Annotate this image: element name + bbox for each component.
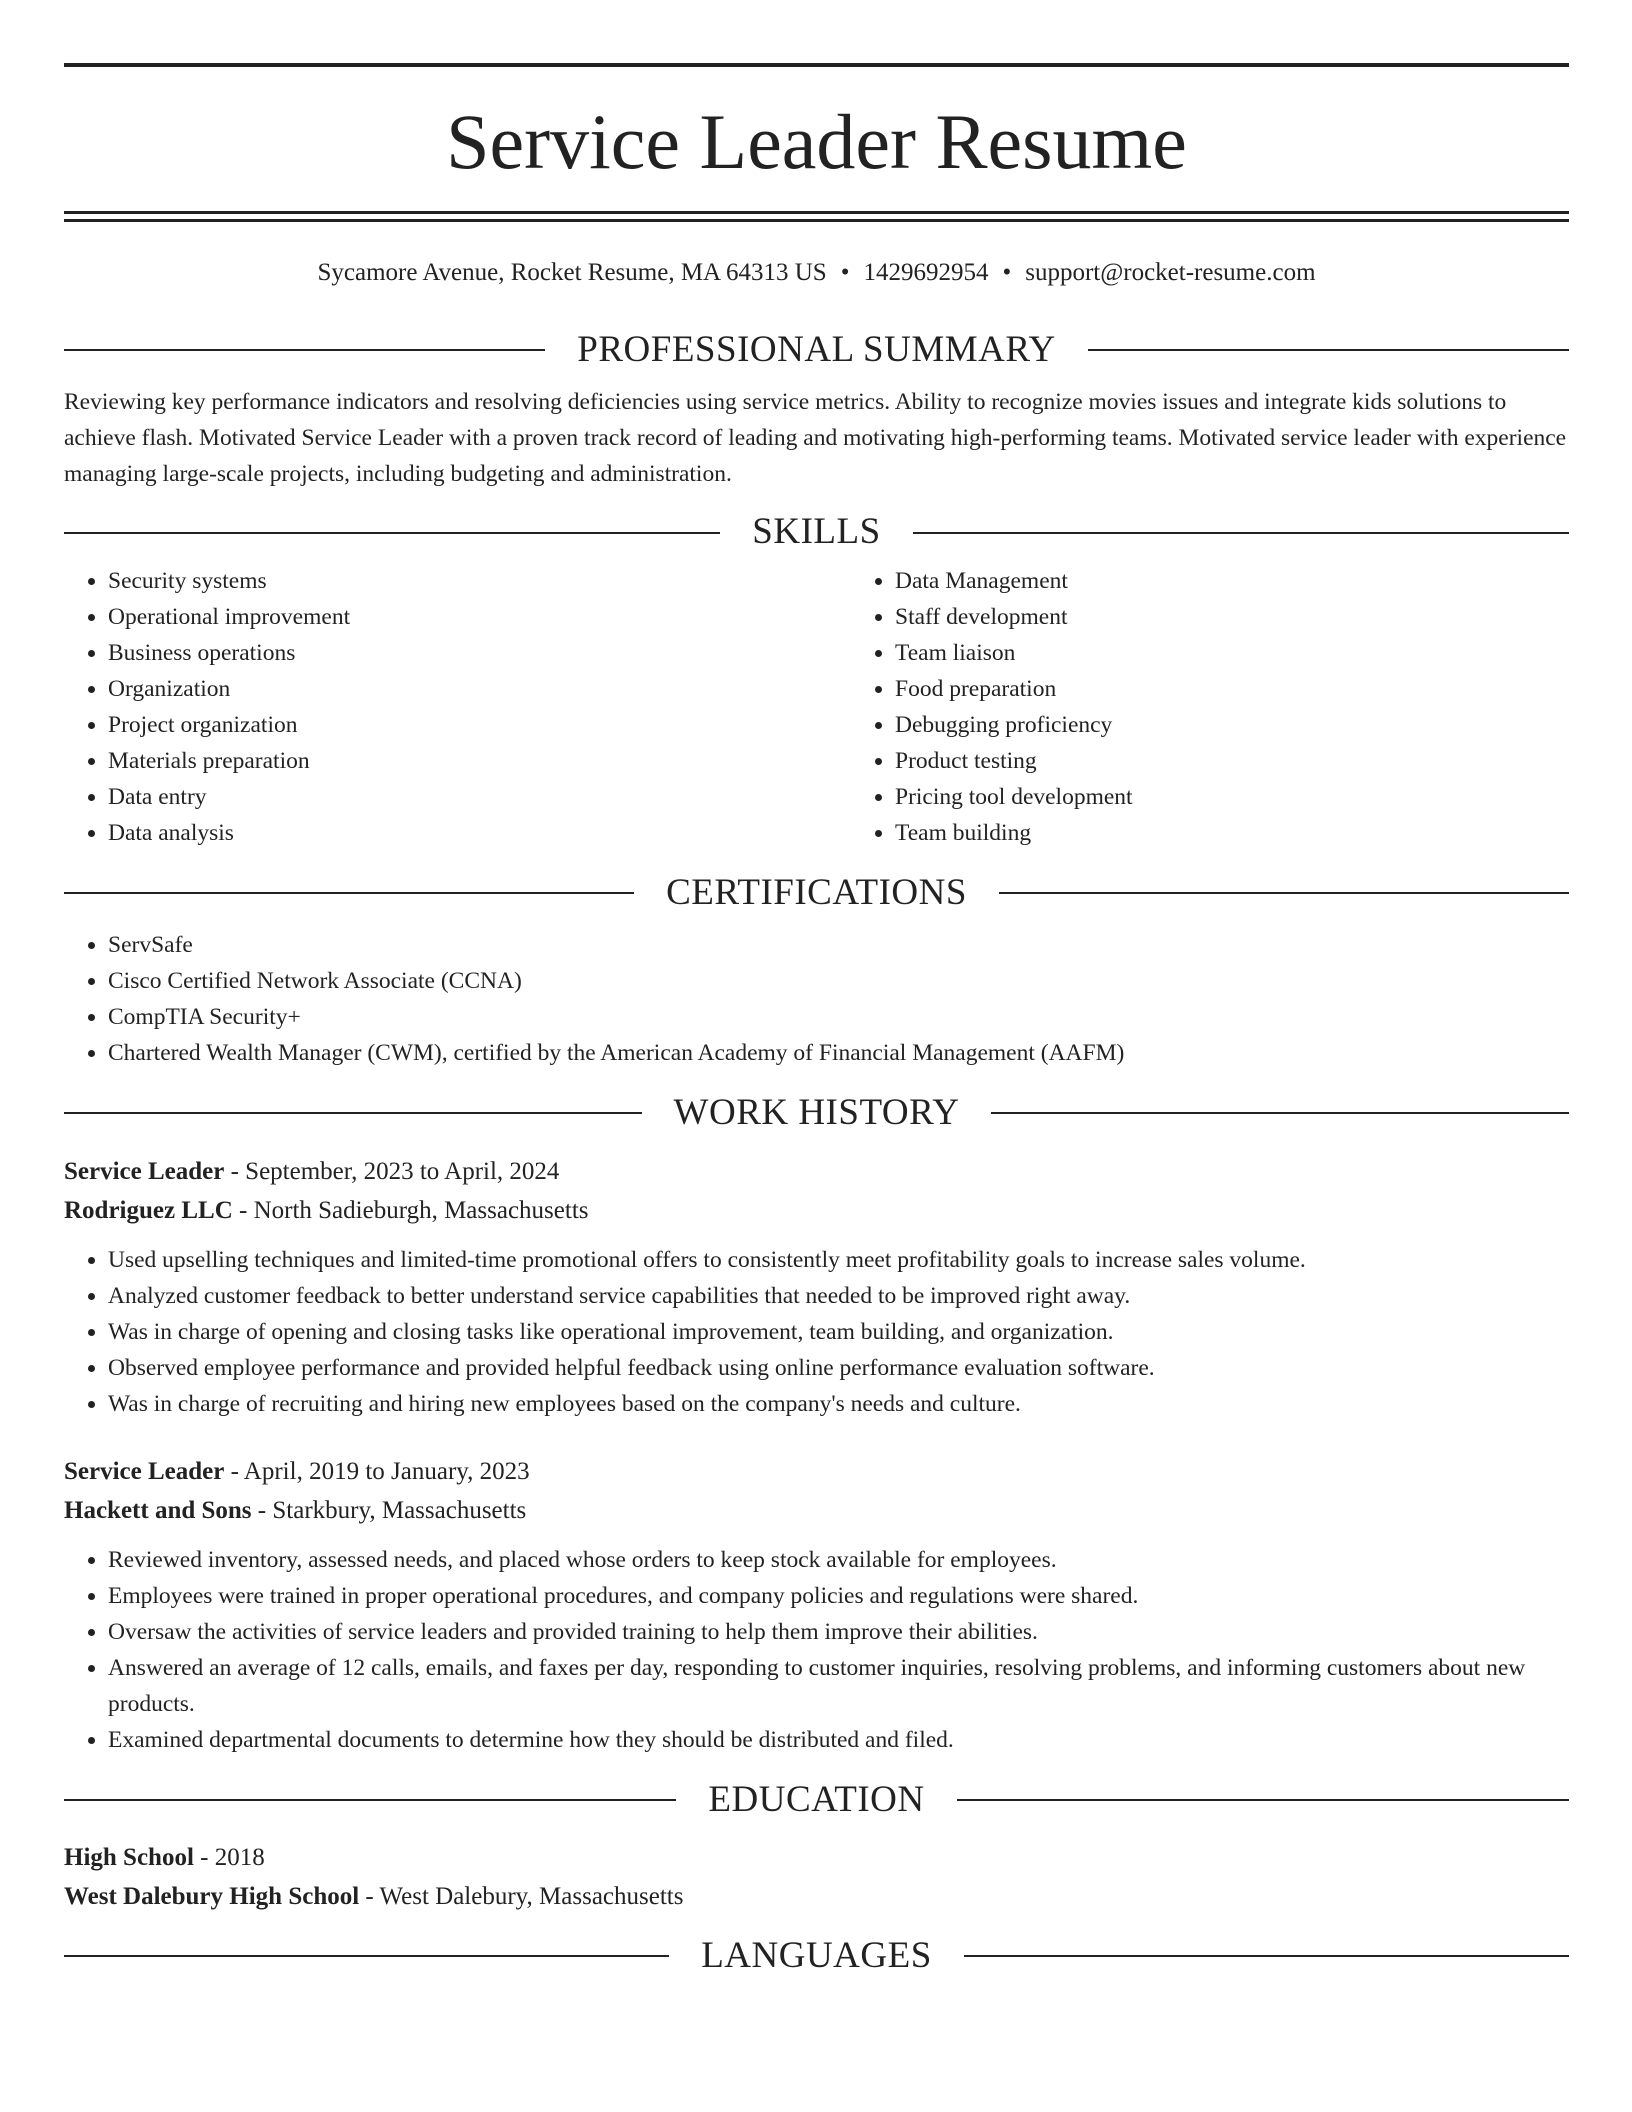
- job-bullet: • Observed employee performance and provided helpful feedback using online performance evaluation software.: [108, 1350, 1569, 1386]
- heading-rule-right: [964, 1955, 1569, 1957]
- certification-item: • Chartered Wealth Manager (CWM), certified by the American Academy of Financial Management (AAFM): [108, 1035, 1569, 1071]
- job-company: Hackett and Sons: [64, 1496, 252, 1524]
- top-rule: [64, 63, 1569, 67]
- skill-item: • Data analysis: [108, 815, 851, 851]
- contact-phone: 1429692954: [863, 259, 989, 286]
- skill-item: • Product testing: [895, 743, 1632, 779]
- job-bullet: • Employees were trained in proper operational procedures, and company policies and regulations were shared.: [108, 1578, 1569, 1614]
- contact-separator: •: [840, 259, 850, 286]
- heading-rule-right: [991, 1112, 1569, 1114]
- skill-item: • Data Management: [895, 563, 1632, 599]
- certifications-heading-label: CERTIFICATIONS: [666, 871, 967, 913]
- certification-item: • Cisco Certified Network Associate (CCNA): [108, 963, 1569, 999]
- resume-content: [64, 63, 1569, 1978]
- heading-rule-left: [64, 349, 545, 351]
- heading-rule-left: [64, 1112, 642, 1114]
- education-heading-label: EDUCATION: [708, 1778, 925, 1820]
- languages-heading: [64, 1934, 1569, 1978]
- summary-heading-label: PROFESSIONAL SUMMARY: [577, 329, 1056, 370]
- skill-item: • Team building: [895, 815, 1632, 851]
- skill-item: • Debugging proficiency: [895, 707, 1632, 743]
- skill-item: • Operational improvement: [108, 599, 851, 635]
- resume-title: Service Leader Resume: [446, 98, 1187, 185]
- skills-list-right: [851, 563, 1632, 851]
- skill-item: • Team liaison: [895, 635, 1632, 671]
- heading-rule-left: [64, 892, 634, 894]
- job-bullet: • Was in charge of opening and closing tasks like operational improvement, team building, and organization.: [108, 1314, 1569, 1350]
- certification-item: • ServSafe: [108, 927, 1569, 963]
- skills-columns: [64, 563, 1569, 851]
- job-title: Service Leader: [64, 1157, 225, 1185]
- contact-address: Sycamore Avenue, Rocket Resume, MA 64313 US: [317, 259, 827, 286]
- job-bullet: • Answered an average of 12 calls, emails, and faxes per day, responding to customer inquiries, resolving problems, and informing customers about new products.: [108, 1650, 1569, 1722]
- skill-item: • Security systems: [108, 563, 851, 599]
- skill-item: • Pricing tool development: [895, 779, 1632, 815]
- job-title-line: [64, 1452, 1569, 1491]
- skill-item: • Business operations: [108, 635, 851, 671]
- heading-rule-left: [64, 1799, 676, 1801]
- education-degree-line: [64, 1838, 1569, 1877]
- summary-text: Reviewing key performance indicators and resolving deficiencies using service metrics. Ability to recognize movies issues and integrate kids solutions to achieve flash. Motivated Service Leader with a proven track record of leading and motivating high-performing teams. Motivated service leader with experience managing large-scale projects, including budgeting and administration.: [64, 389, 1567, 488]
- heading-rule-left: [64, 1955, 669, 1957]
- job-title-line: [64, 1152, 1569, 1191]
- contact-line: [64, 258, 1569, 288]
- job-bullets: [64, 1542, 1569, 1758]
- heading-rule-right: [913, 532, 1569, 534]
- education-year: - 2018: [193, 1843, 265, 1871]
- certifications-heading: [64, 871, 1569, 915]
- heading-rule-right: [999, 892, 1569, 894]
- heading-rule-left: [64, 532, 720, 534]
- job-entry: [64, 1152, 1569, 1422]
- job-bullet: • Oversaw the activities of service leaders and provided training to help them improve their abilities.: [108, 1614, 1569, 1650]
- contact-email: support@rocket-resume.com: [1025, 259, 1316, 286]
- job-bullet: • Analyzed customer feedback to better understand service capabilities that needed to be improved right away.: [108, 1278, 1569, 1314]
- education-entry: [64, 1838, 1569, 1916]
- job-location: - North Sadieburgh, Massachusetts: [232, 1196, 589, 1224]
- skill-item: • Project organization: [108, 707, 851, 743]
- job-entry: [64, 1452, 1569, 1758]
- education-heading: [64, 1778, 1569, 1822]
- certification-item: • CompTIA Security+: [108, 999, 1569, 1035]
- heading-rule-right: [957, 1799, 1569, 1801]
- job-bullets: [64, 1242, 1569, 1422]
- skill-item: • Materials preparation: [108, 743, 851, 779]
- job-bullet: • Was in charge of recruiting and hiring new employees based on the company's needs and culture.: [108, 1386, 1569, 1422]
- title-double-rule: [64, 211, 1569, 222]
- job-bullet: • Examined departmental documents to determine how they should be distributed and filed.: [108, 1722, 1569, 1758]
- heading-rule-right: [1088, 349, 1569, 351]
- work-history-heading-label: WORK HISTORY: [673, 1092, 960, 1134]
- education-degree: High School: [64, 1843, 194, 1871]
- job-company-line: [64, 1191, 1569, 1230]
- job-company: Rodriguez LLC: [64, 1196, 233, 1224]
- job-dates: - September, 2023 to April, 2024: [224, 1157, 560, 1185]
- skill-item: • Staff development: [895, 599, 1632, 635]
- skills-list-left: [64, 563, 851, 851]
- skills-heading: [64, 510, 1569, 554]
- job-title: Service Leader: [64, 1457, 225, 1485]
- job-company-line: [64, 1491, 1569, 1530]
- job-dates: - April, 2019 to January, 2023: [224, 1457, 530, 1485]
- languages-heading-label: LANGUAGES: [701, 1934, 932, 1976]
- skills-heading-label: SKILLS: [752, 511, 881, 553]
- job-location: - Starkbury, Massachusetts: [251, 1496, 527, 1524]
- education-school: West Dalebury High School: [64, 1882, 360, 1910]
- contact-separator: •: [1002, 259, 1012, 286]
- job-bullet: • Reviewed inventory, assessed needs, and placed whose orders to keep stock available for employees.: [108, 1542, 1569, 1578]
- education-school-line: [64, 1877, 1569, 1916]
- summary-heading: [64, 328, 1569, 372]
- skill-item: • Food preparation: [895, 671, 1632, 707]
- skill-item: • Data entry: [108, 779, 851, 815]
- job-bullet: • Used upselling techniques and limited-time promotional offers to consistently meet profitability goals to increase sales volume.: [108, 1242, 1569, 1278]
- certifications-list: [64, 927, 1569, 1071]
- skill-item: • Organization: [108, 671, 851, 707]
- education-location: - West Dalebury, Massachusetts: [359, 1882, 684, 1910]
- work-history-heading: [64, 1091, 1569, 1135]
